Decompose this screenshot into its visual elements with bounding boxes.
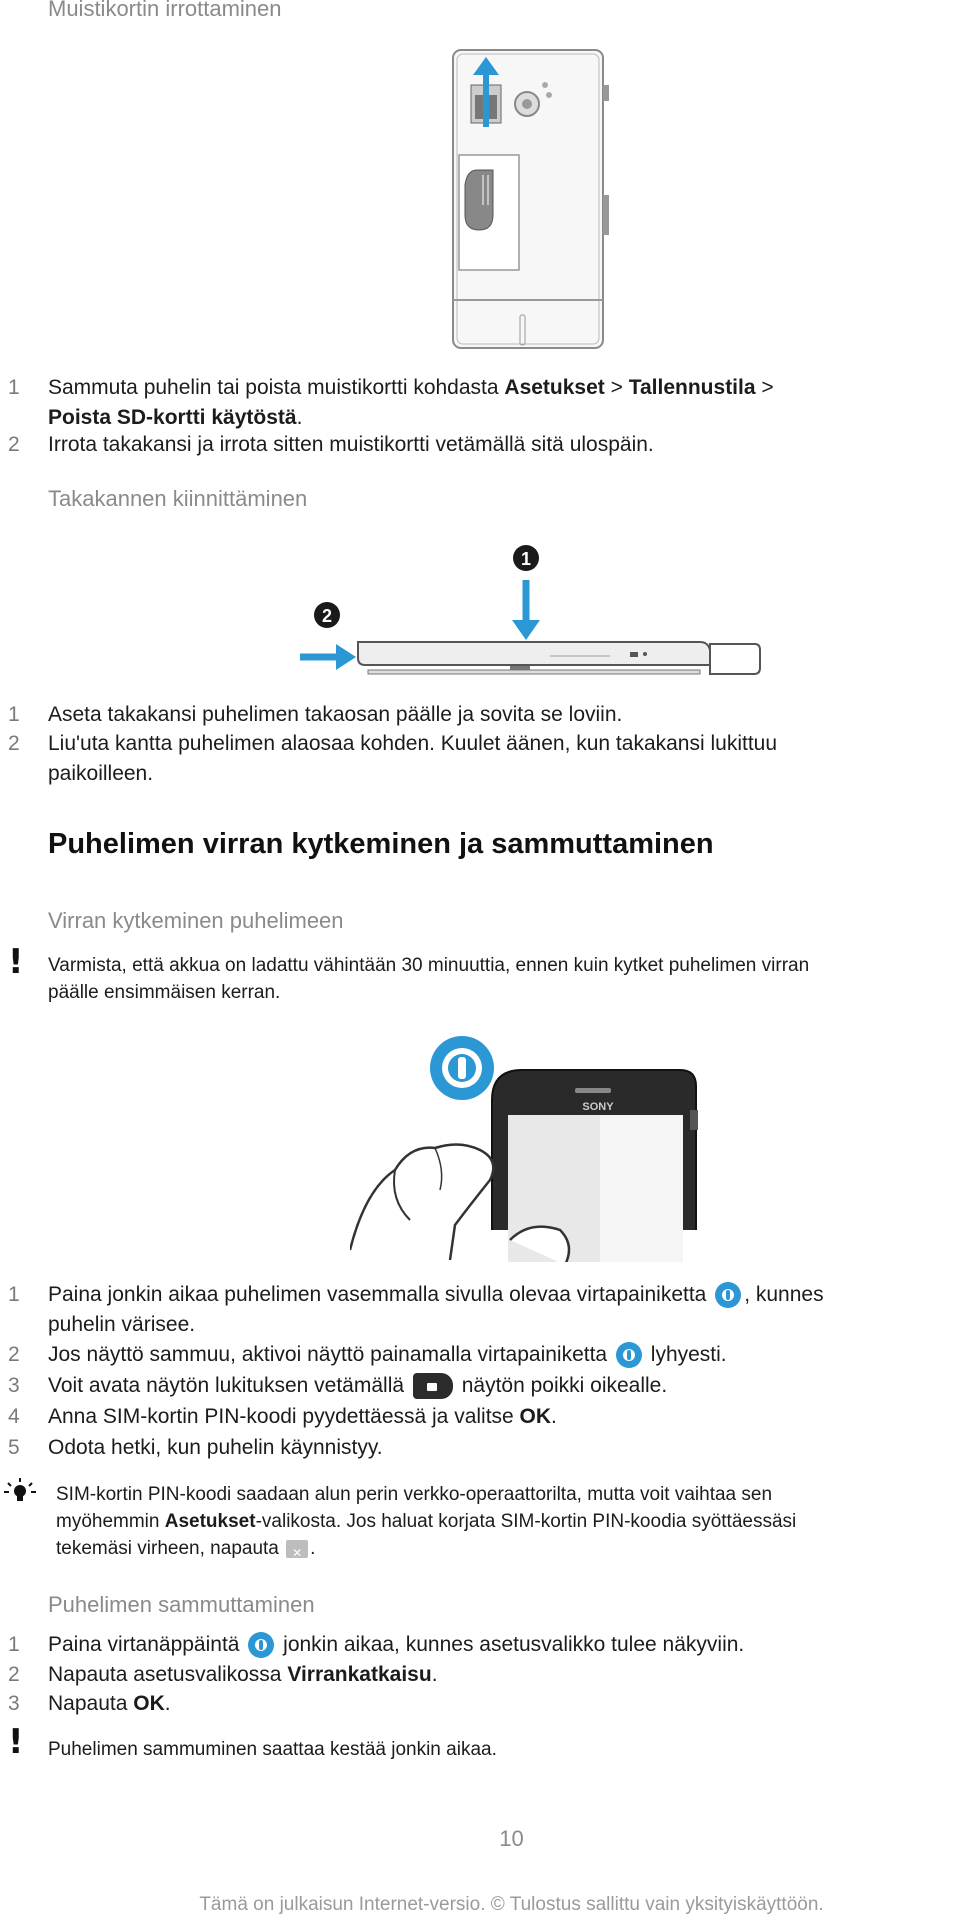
power-on-step-4: Anna SIM-kortin PIN-koodi pyydettäessä ja valitse OK.	[48, 1405, 557, 1428]
section-title-attach-cover: Takakannen kiinnittäminen	[48, 486, 308, 511]
step-number: 1	[8, 1283, 20, 1306]
step-number: 4	[8, 1405, 20, 1428]
tip-lightbulb-icon	[4, 1478, 36, 1506]
step-number: 1	[8, 703, 20, 726]
callout-1: 1	[520, 549, 532, 569]
section-title-power-off: Puhelimen sammuttaminen	[48, 1592, 315, 1617]
power-on-step-3: Voit avata näytön lukituksen vetämällä näytön poikki oikealle.	[48, 1371, 948, 1401]
power-on-step-2: Jos näyttö sammuu, aktivoi näyttö painamalla virtapainiketta lyhyesti.	[48, 1340, 948, 1370]
step-number: 3	[8, 1692, 20, 1715]
page-heading: Puhelimen virran kytkeminen ja sammuttaminen	[48, 828, 714, 860]
memory-card-illustration	[445, 45, 620, 355]
power-off-step-3: Napauta OK.	[48, 1692, 171, 1715]
step-number: 1	[8, 376, 20, 399]
section-title-remove-card: Muistikortin irrottaminen	[48, 0, 282, 21]
power-off-step-1: Paina virtanäppäintä jonkin aikaa, kunnes asetusvalikko tulee näkyviin.	[48, 1630, 948, 1660]
page-number: 10	[499, 1826, 524, 1851]
warning-icon: !	[8, 942, 24, 982]
power-button-icon	[715, 1282, 741, 1308]
step-number: 2	[8, 1663, 20, 1686]
warning-icon: !	[8, 1722, 24, 1762]
step-number: 2	[8, 732, 20, 755]
warning-shutdown: Puhelimen sammuminen saattaa kestää jonkin aikaa.	[48, 1739, 497, 1760]
attach-cover-step-2: Liu'uta kantta puhelimen alaosaa kohden. Kuulet äänen, kun takakansi lukittuu paikoilleen.	[48, 732, 778, 785]
power-on-illustration	[350, 1030, 710, 1265]
remove-card-step-1: Sammuta puhelin tai poista muistikortti kohdasta Asetukset > Tallennustila > Poista SD-kortti käytöstä.	[48, 376, 774, 429]
warning-battery: Varmista, että akkua on ladattu vähintään 30 minuuttia, ennen kuin kytket puhelimen virran päälle ensimmäisen kerran.	[48, 955, 810, 1003]
footer-notice: Tämä on julkaisun Internet-versio. © Tulostus sallittu vain yksityiskäyttöön.	[199, 1894, 824, 1915]
power-off-step-2: Napauta asetusvalikossa Virrankatkaisu.	[48, 1663, 438, 1686]
power-on-step-1: Paina jonkin aikaa puhelimen vasemmalla sivulla olevaa virtapainiketta , kunnes puhelin värisee.	[48, 1283, 824, 1336]
section-title-power-on: Virran kytkeminen puhelimeen	[48, 908, 344, 933]
tip-pin: SIM-kortin PIN-koodi saadaan alun perin verkko-operaattorilta, mutta voit vaihtaa sen myöhemmin Asetukset-valikosta. Jos haluat korjata SIM-kortin PIN-koodia syöttäessäsi tekemäsi virheen, napauta ✕.	[56, 1481, 960, 1562]
delete-key-icon	[286, 1540, 308, 1558]
power-on-step-5: Odota hetki, kun puhelin käynnistyy.	[48, 1436, 383, 1459]
step-number: 1	[8, 1633, 20, 1656]
step-number: 2	[8, 433, 20, 456]
remove-card-step-2: Irrota takakansi ja irrota sitten muistikortti vetämällä sitä ulospäin.	[48, 433, 654, 456]
power-button-icon	[616, 1342, 642, 1368]
step-number: 5	[8, 1436, 20, 1459]
attach-cover-step-1: Aseta takakansi puhelimen takaosan päälle ja sovita se loviin.	[48, 703, 623, 726]
phone-brand: SONY	[582, 1101, 614, 1113]
attach-cover-illustration	[300, 540, 770, 680]
callout-2: 2	[321, 606, 333, 626]
power-button-icon	[248, 1632, 274, 1658]
step-number: 3	[8, 1374, 20, 1397]
unlock-slider-icon	[413, 1373, 453, 1399]
step-number: 2	[8, 1343, 20, 1366]
